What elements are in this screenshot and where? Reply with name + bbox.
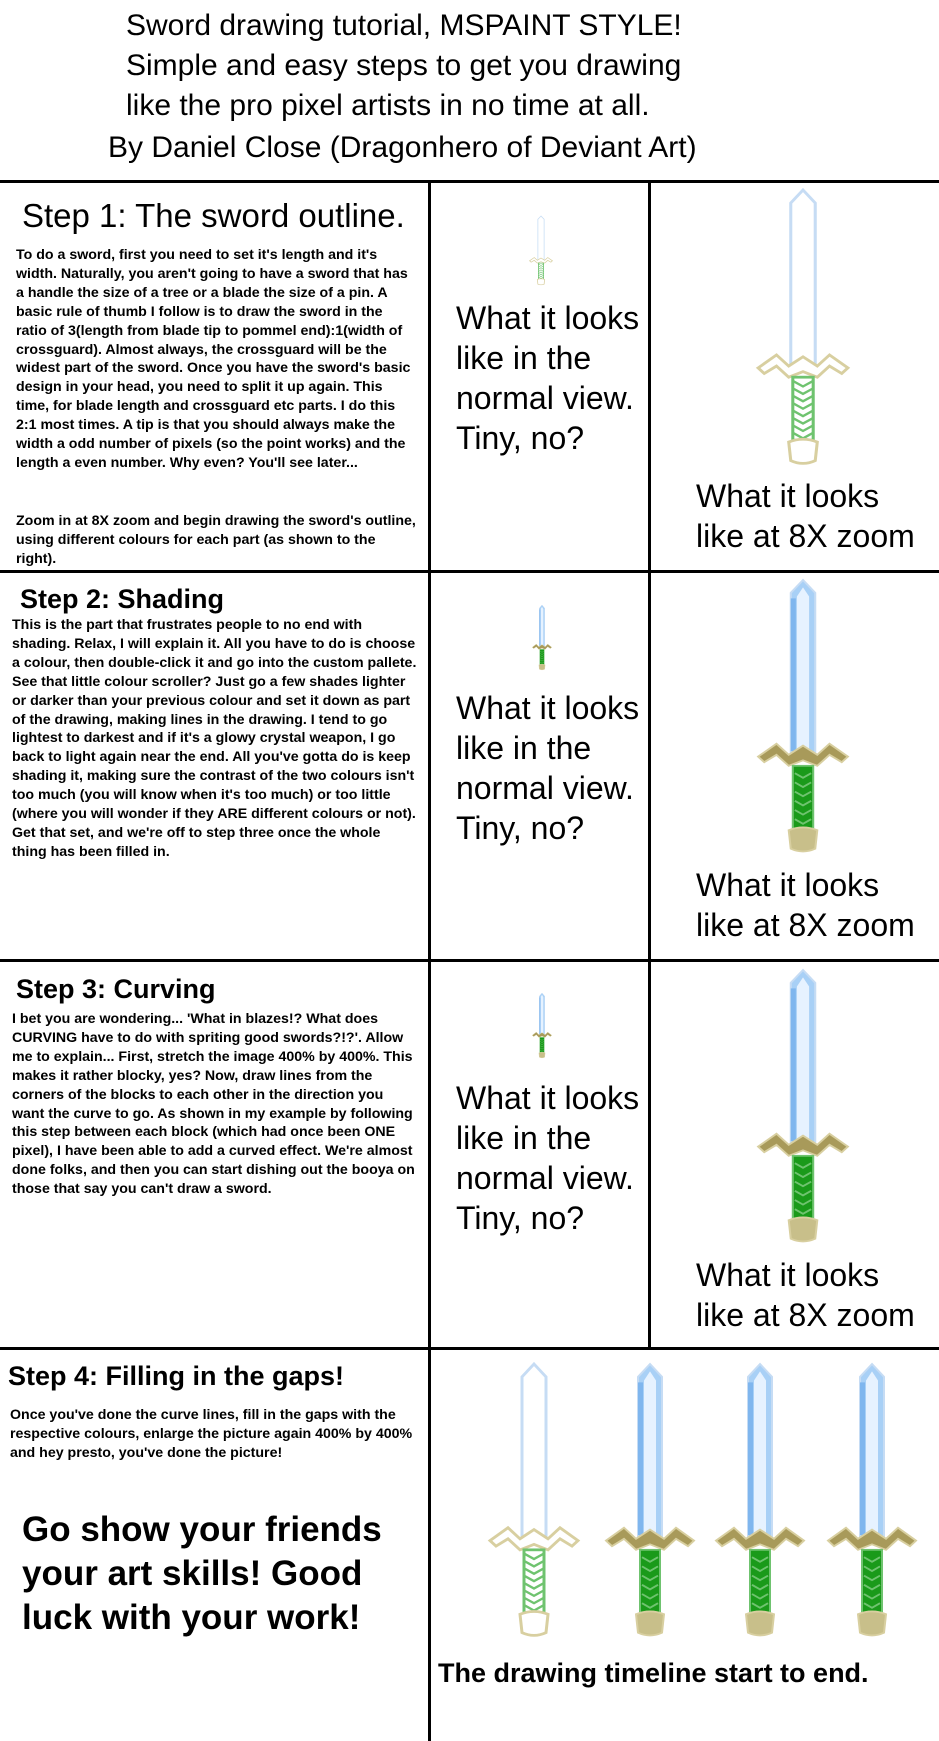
step-2-tiny-sword-image — [531, 605, 553, 671]
step-3-tiny-sword-image — [531, 993, 553, 1059]
header-author-line: By Daniel Close (Dragonhero of Deviant Art) — [108, 131, 697, 164]
step-1-zoomed-sword-image — [752, 190, 854, 468]
timeline-caption: The drawing timeline start to end. — [438, 1658, 869, 1688]
header-line-3: like the pro pixel artists in no time at all. — [126, 89, 650, 122]
step-1-body-zoom: Zoom in at 8X zoom and begin drawing the sword's outline, using different colours for each part (as shown to the right). — [16, 513, 416, 567]
step-2-title: Step 2: Shading — [20, 584, 225, 614]
divider-step3 — [0, 1347, 939, 1350]
timeline-sword-stage-1-image — [484, 1364, 584, 1640]
timeline-sword-stage-2-image — [600, 1364, 700, 1640]
timeline-sword-stage-3-image — [710, 1364, 810, 1640]
divider-column-2 — [648, 180, 651, 1347]
header-line-2: Simple and easy steps to get you drawing — [126, 49, 682, 82]
step-2-zoom-caption-line-1: What it looks — [696, 867, 880, 903]
step-4-title: Step 4: Filling in the gaps! — [8, 1361, 345, 1391]
step-3-zoomed-sword-image — [752, 970, 854, 1246]
timeline-sword-stage-4-image — [822, 1364, 922, 1640]
step-3-normal-view-caption: What it looks like in the normal view. Tiny, no? — [456, 1080, 640, 1236]
step-3-title: Step 3: Curving — [16, 974, 216, 1004]
step-2-normal-view-caption: What it looks like in the normal view. Tiny, no? — [456, 690, 640, 846]
step-3-body: I bet you are wondering... 'What in blazes!? What does CURVING have to do with spriting good swords?!?'. Allow me to explain... First, stretch the image 400% by 400%. This makes it rather blocky, yes? Now, draw lines from the corners of the blocks to each other in the direction you want the curve to go. As shown in my example by following this step between each block (which had once been ONE pixel), I have been able to add a curved effect. We're almost done folks, and then you can start dishing out the booya on those that say you can't draw a sword. — [12, 1011, 415, 1198]
step-4-closing-message: Go show your friends your art skills! Good luck with your work! — [22, 1510, 382, 1637]
step-1-body: To do a sword, first you need to set it's length and it's width. Naturally, you aren't going to have a sword that has a handle the size of a tree or a blade the size of a pin. A basic rule of thumb I follow is to draw the sword in the ratio of 3(length from blade tip to pommel end):1(width of crossguard). Almost always, the crossguard will be the widest part of the sword. Once you have the sword's basic design in your head, you need to split it up again. This time, for blade length and crossguard etc parts. I do this 2:1 most times. A tip is that you should always make the width a odd number of pixels (so the point works) and the length a even number. Why even? You'll see later... — [16, 247, 411, 471]
step-2-zoom-caption-line-2: like at 8X zoom — [696, 907, 915, 943]
step-1-zoom-caption-line-2: like at 8X zoom — [696, 518, 915, 554]
page-header — [0, 0, 939, 180]
header-line-1: Sword drawing tutorial, MSPAINT STYLE! — [126, 9, 682, 42]
step-3-zoom-caption-line-2: like at 8X zoom — [696, 1297, 915, 1333]
step-1-tiny-sword-image — [528, 216, 554, 286]
step-1-normal-view-caption: What it looks like in the normal view. Tiny, no? — [456, 300, 640, 456]
divider-step1 — [0, 570, 939, 573]
step-2-body: This is the part that frustrates people to no end with shading. Relax, I will explain it. All you have to do is choose a colour, then double-click it and go into the custom pallete. See that little colour scroller? Just go a few shades lighter or darker than your previous colour and set it down as part of the drawing, making lines in the drawing. I tend to go lightest to darkest and if it's a glowy crystal weapon, I go back to light again near the end. All you've gotta do is keep shading it, making sure the contrast of the two colours isn't too much (you will know when it's too much) or too little (where you will wonder if they ARE different colours or not). Get that set, and we're off to step three once the whole thing has been filled in. — [12, 617, 417, 860]
step-1-title: Step 1: The sword outline. — [22, 197, 405, 234]
step-1-zoom-caption-line-1: What it looks — [696, 478, 880, 514]
step-2-zoomed-sword-image — [752, 580, 854, 856]
step-3-zoom-caption-line-1: What it looks — [696, 1257, 880, 1293]
divider-header — [0, 180, 939, 183]
divider-column-1 — [428, 180, 431, 1741]
step-4-body: Once you've done the curve lines, fill in the gaps with the respective colours, enlarge the picture again 400% by 400% and hey presto, you've done the picture! — [10, 1407, 413, 1461]
divider-step2 — [0, 959, 939, 962]
